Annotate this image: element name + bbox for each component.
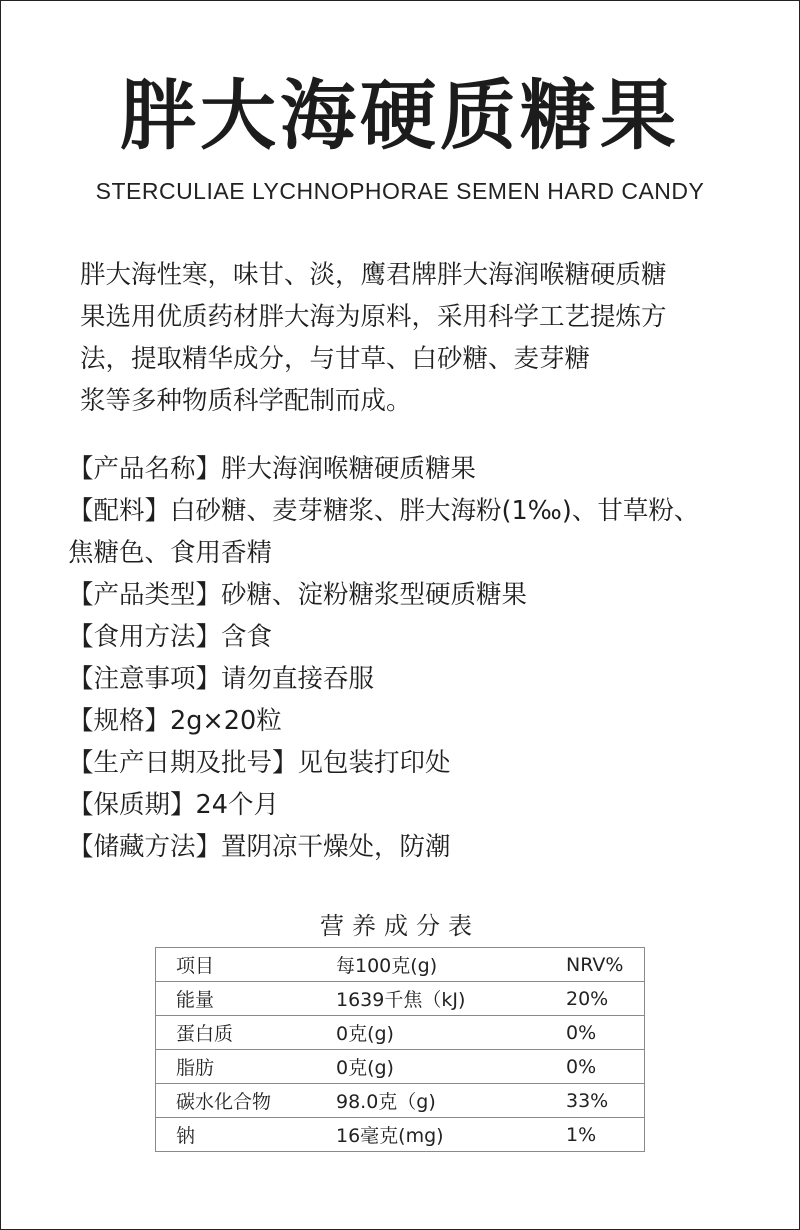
table-cell: 脂肪 [156,1050,337,1084]
product-subtitle: STERCULIAE LYCHNOPHORAE SEMEN HARD CANDY [95,178,705,204]
table-cell: 98.0克（g) [336,1084,566,1118]
table-cell: 1639千焦（kJ) [336,982,566,1016]
table-cell: NRV% [566,948,645,982]
intro-line: 胖大海性寒，味甘、淡，鹰君牌胖大海润喉糖硬质糖 [80,260,667,290]
spec-size: 【规格】2g×20粒 [68,706,282,736]
nutrition-table-title: 营养成分表 [320,912,480,940]
nutrition-table [155,947,645,1152]
table-row [156,1050,645,1084]
table-cell: 33% [566,1084,645,1118]
table-cell: 0克(g) [336,1050,566,1084]
spec-production-date: 【生产日期及批号】见包装打印处 [68,748,451,778]
table-cell: 能量 [156,982,337,1016]
table-cell: 16毫克(mg) [336,1118,566,1152]
product-specs [68,448,768,868]
table-cell: 1% [566,1118,645,1152]
table-row [156,1016,645,1050]
intro-line: 浆等多种物质科学配制而成。 [80,386,412,416]
table-row [156,982,645,1016]
table-row [156,948,645,982]
spec-shelf-life: 【保质期】24个月 [68,790,279,820]
table-cell: 每100克(g) [336,948,566,982]
spec-storage: 【储藏方法】置阴凉干燥处，防潮 [68,832,451,862]
spec-caution: 【注意事项】请勿直接吞服 [68,664,375,694]
spec-usage: 【食用方法】含食 [68,622,273,652]
table-cell: 0% [566,1016,645,1050]
table-cell: 0% [566,1050,645,1084]
table-cell: 蛋白质 [156,1016,337,1050]
intro-line: 法，提取精华成分，与甘草、白砂糖、麦芽糖 [80,344,591,374]
intro-paragraph [80,254,730,422]
spec-ingredients-cont: 焦糖色、食用香精 [68,538,273,568]
spec-product-type: 【产品类型】砂糖、淀粉糖浆型硬质糖果 [68,580,528,610]
table-cell: 碳水化合物 [156,1084,337,1118]
intro-line: 果选用优质药材胖大海为原料，采用科学工艺提炼方 [80,302,667,332]
table-cell: 20% [566,982,645,1016]
product-title: 胖大海硬质糖果 [120,71,680,160]
spec-product-name: 【产品名称】胖大海润喉糖硬质糖果 [68,454,477,484]
spec-ingredients: 【配料】白砂糖、麦芽糖浆、胖大海粉(1‰)、甘草粉、 [68,496,700,526]
table-cell: 0克(g) [336,1016,566,1050]
table-cell: 项目 [156,948,337,982]
table-cell: 钠 [156,1118,337,1152]
table-row [156,1118,645,1152]
table-row [156,1084,645,1118]
